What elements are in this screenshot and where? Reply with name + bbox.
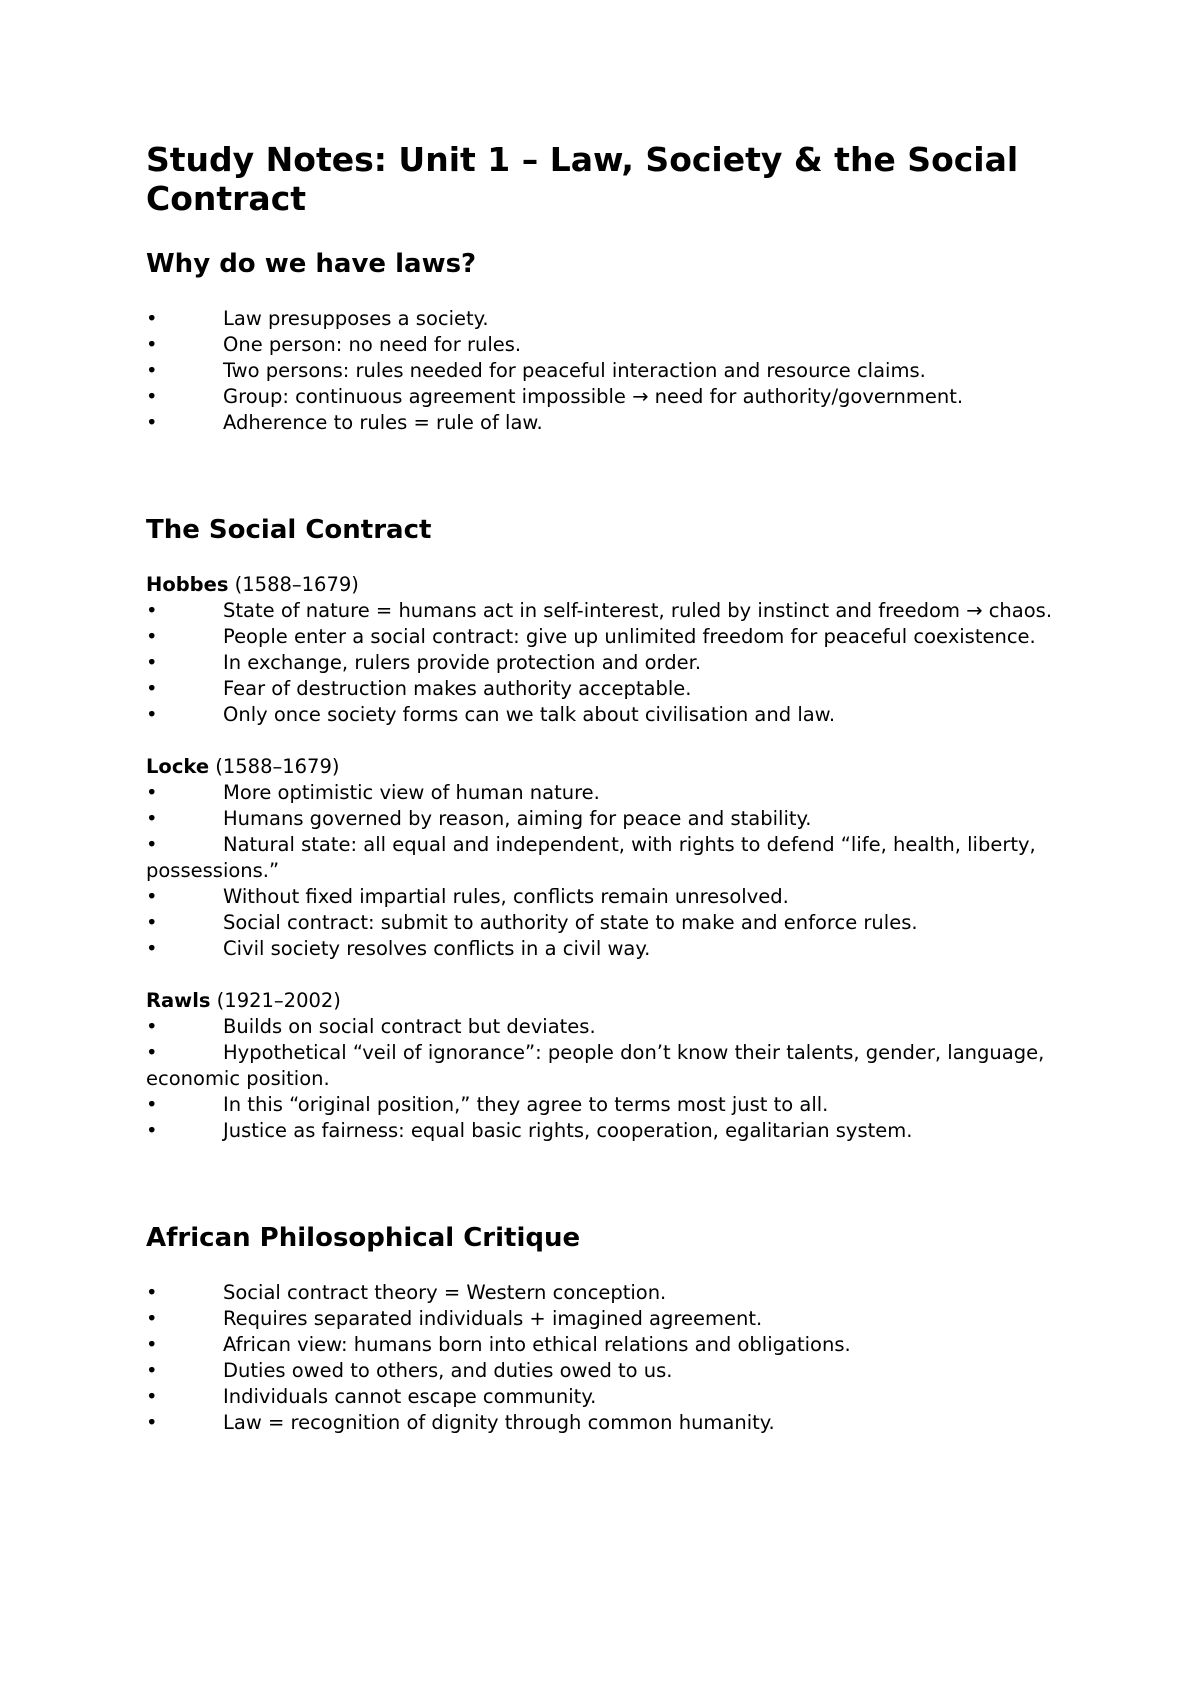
bullet: •	[146, 1307, 158, 1330]
list-item-text: In exchange, rulers provide protection and order.	[223, 651, 702, 674]
bullet: •	[146, 677, 158, 700]
list-item	[146, 832, 1076, 884]
bullet: •	[146, 1119, 158, 1142]
list-item-text: African view: humans born into ethical relations and obligations.	[223, 1333, 851, 1356]
list-item-text: Law = recognition of dignity through common humanity.	[223, 1411, 775, 1434]
list-item-text: Humans governed by reason, aiming for peace and stability.	[223, 807, 812, 830]
heading-why-laws: Why do we have laws?	[146, 249, 477, 279]
bullet: •	[146, 781, 158, 804]
list-item-text: Natural state: all equal and independent, with rights to defend “life, health, liberty, possessions.”	[146, 833, 1036, 882]
list-item	[146, 676, 1076, 702]
list-item-text: Adherence to rules = rule of law.	[223, 411, 543, 434]
list-item	[146, 702, 1076, 728]
list-item	[146, 936, 1076, 962]
list-item-text: More optimistic view of human nature.	[223, 781, 600, 804]
bullet: •	[146, 385, 158, 408]
philosopher-name: Locke	[146, 755, 210, 778]
list-item-text: People enter a social contract: give up unlimited freedom for peaceful coexistence.	[223, 625, 1036, 648]
list-item-text: Justice as fairness: equal basic rights, cooperation, egalitarian system.	[223, 1119, 913, 1142]
list-item	[146, 598, 1076, 624]
bullet: •	[146, 833, 158, 856]
bullet: •	[146, 651, 158, 674]
list-item	[146, 780, 1076, 806]
bullet: •	[146, 333, 158, 356]
list-item-text: One person: no need for rules.	[223, 333, 522, 356]
bullet: •	[146, 625, 158, 648]
bullet: •	[146, 937, 158, 960]
list-item-text: Law presupposes a society.	[223, 307, 489, 330]
list-item	[146, 1306, 1076, 1332]
list-item	[146, 624, 1076, 650]
list-item	[146, 384, 1076, 410]
bullet: •	[146, 1385, 158, 1408]
bullet: •	[146, 599, 158, 622]
list-item-text: Duties owed to others, and duties owed to us.	[223, 1359, 673, 1382]
list-item-text: Requires separated individuals + imagined agreement.	[223, 1307, 763, 1330]
list-item-text: Two persons: rules needed for peaceful interaction and resource claims.	[223, 359, 926, 382]
philosopher-dates: (1588–1679)	[209, 755, 340, 778]
list-item	[146, 1280, 1076, 1306]
bullet: •	[146, 703, 158, 726]
bullet: •	[146, 359, 158, 382]
list-item	[146, 358, 1076, 384]
list-item	[146, 650, 1076, 676]
list-item	[146, 1092, 1076, 1118]
philosopher-name: Hobbes	[146, 573, 229, 596]
list-item	[146, 1332, 1076, 1358]
subheading-hobbes	[146, 572, 1076, 598]
subheading-locke	[146, 754, 1076, 780]
list-item-text: Only once society forms can we talk about civilisation and law.	[223, 703, 836, 726]
list-item-text: Social contract: submit to authority of state to make and enforce rules.	[223, 911, 918, 934]
bullet: •	[146, 1093, 158, 1116]
list-item-text: Civil society resolves conflicts in a civil way.	[223, 937, 651, 960]
list-item	[146, 332, 1076, 358]
list-item	[146, 306, 1076, 332]
bullet: •	[146, 1015, 158, 1038]
list-item-text: Hypothetical “veil of ignorance”: people don’t know their talents, gender, language, economic position.	[146, 1041, 1045, 1090]
list-item-text: Group: continuous agreement impossible → need for authority/government.	[223, 385, 964, 408]
heading-social-contract: The Social Contract	[146, 515, 432, 545]
philosopher-dates: (1588–1679)	[228, 573, 359, 596]
hobbes-list	[146, 598, 1076, 728]
bullet: •	[146, 411, 158, 434]
list-item	[146, 410, 1076, 436]
list-item-text: Without fixed impartial rules, conflicts remain unresolved.	[223, 885, 789, 908]
list-item-text: Builds on social contract but deviates.	[223, 1015, 596, 1038]
bullet: •	[146, 1041, 158, 1064]
list-item	[146, 1014, 1076, 1040]
list-item-text: State of nature = humans act in self-interest, ruled by instinct and freedom → chaos.	[223, 599, 1053, 622]
bullet: •	[146, 307, 158, 330]
bullet: •	[146, 911, 158, 934]
bullet: •	[146, 1281, 158, 1304]
list-item-text: Social contract theory = Western conception.	[223, 1281, 667, 1304]
bullet: •	[146, 807, 158, 830]
heading-african-critique: African Philosophical Critique	[146, 1223, 581, 1253]
subheading-rawls	[146, 988, 1076, 1014]
bullet: •	[146, 1359, 158, 1382]
african-critique-list	[146, 1280, 1076, 1436]
list-item-text: Individuals cannot escape community.	[223, 1385, 597, 1408]
philosopher-dates: (1921–2002)	[210, 989, 341, 1012]
list-item	[146, 1040, 1076, 1092]
list-item-text: Fear of destruction makes authority acceptable.	[223, 677, 692, 700]
list-item	[146, 884, 1076, 910]
list-item	[146, 1118, 1076, 1144]
locke-list	[146, 780, 1076, 962]
bullet: •	[146, 1333, 158, 1356]
list-item	[146, 1384, 1076, 1410]
list-item	[146, 910, 1076, 936]
document-page	[146, 140, 1076, 1436]
list-item	[146, 1358, 1076, 1384]
philosopher-name: Rawls	[146, 989, 211, 1012]
document-title: Study Notes: Unit 1 – Law, Society & the Social Contract	[146, 140, 1019, 218]
bullet: •	[146, 885, 158, 908]
list-item	[146, 806, 1076, 832]
rawls-list	[146, 1014, 1076, 1144]
list-item	[146, 1410, 1076, 1436]
list-item-text: In this “original position,” they agree to terms most just to all.	[223, 1093, 829, 1116]
why-laws-list	[146, 306, 1076, 436]
bullet: •	[146, 1411, 158, 1434]
